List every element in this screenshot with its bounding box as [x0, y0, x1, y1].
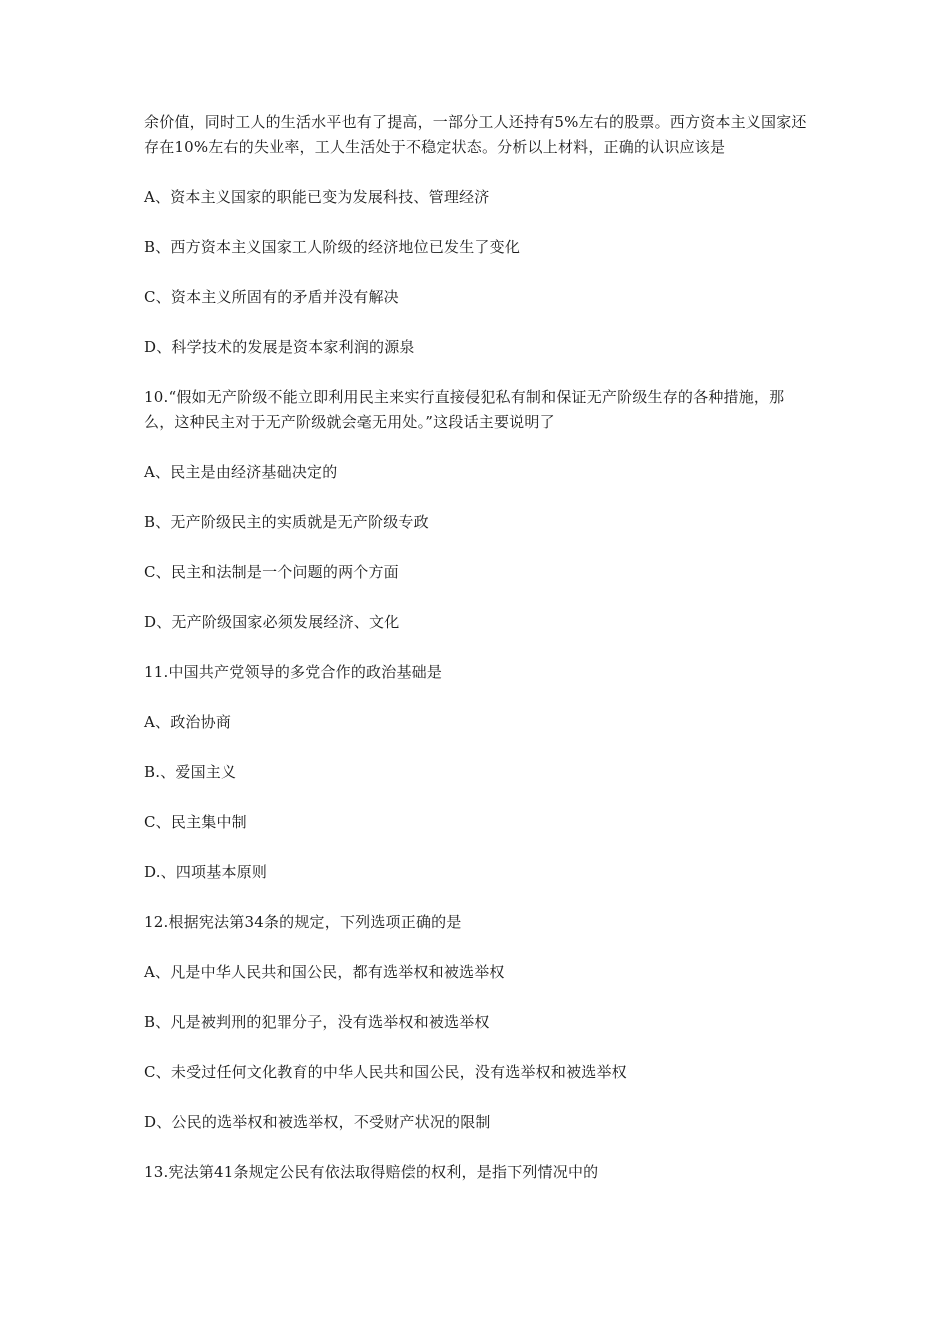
q9-option-b: B、西方资本主义国家工人阶级的经济地位已发生了变化 — [144, 238, 521, 256]
intro-paragraph: 余价值，同时工人的生活水平也有了提高，一部分工人还持有5%左右的股票。西方资本主义国家还存在10%左右的失业率，工人生活处于不稳定状态。分析以上材料，正确的认识应该是 — [144, 113, 807, 156]
q11-option-c: C、民主集中制 — [144, 813, 247, 831]
document-page — [144, 110, 809, 1185]
q12-option-d: D、公民的选举权和被选举权，不受财产状况的限制 — [144, 1113, 491, 1131]
q9-option-c: C、资本主义所固有的矛盾并没有解决 — [144, 288, 399, 306]
q12-option-c: C、未受过任何文化教育的中华人民共和国公民，没有选举权和被选举权 — [144, 1063, 627, 1081]
q11-option-a: A、政治协商 — [144, 713, 232, 731]
q9-option-a: A、资本主义国家的职能已变为发展科技、管理经济 — [144, 188, 490, 206]
q11-option-d: D.、四项基本原则 — [144, 863, 268, 881]
q11-option-b: B.、爱国主义 — [144, 763, 237, 781]
q12-option-a: A、凡是中华人民共和国公民，都有选举权和被选举权 — [144, 963, 505, 981]
q10-option-b: B、无产阶级民主的实质就是无产阶级专政 — [144, 513, 429, 531]
q9-option-d: D、科学技术的发展是资本家利润的源泉 — [144, 338, 415, 356]
q12-option-b: B、凡是被判刑的犯罪分子，没有选举权和被选举权 — [144, 1013, 490, 1031]
q10-option-c: C、民主和法制是一个问题的两个方面 — [144, 563, 399, 581]
q10-question: 10.“假如无产阶级不能立即利用民主来实行直接侵犯私有制和保证无产阶级生存的各种措施，那么，这种民主对于无产阶级就会毫无用处。”这段话主要说明了 — [144, 388, 785, 431]
q13-question: 13.宪法第41条规定公民有依法取得赔偿的权利，是指下列情况中的 — [144, 1163, 599, 1181]
q10-option-d: D、无产阶级国家必须发展经济、文化 — [144, 613, 400, 631]
q10-option-a: A、民主是由经济基础决定的 — [144, 463, 338, 481]
q12-question: 12.根据宪法第34条的规定，下列选项正确的是 — [144, 913, 462, 931]
q11-question: 11.中国共产党领导的多党合作的政治基础是 — [144, 663, 443, 681]
